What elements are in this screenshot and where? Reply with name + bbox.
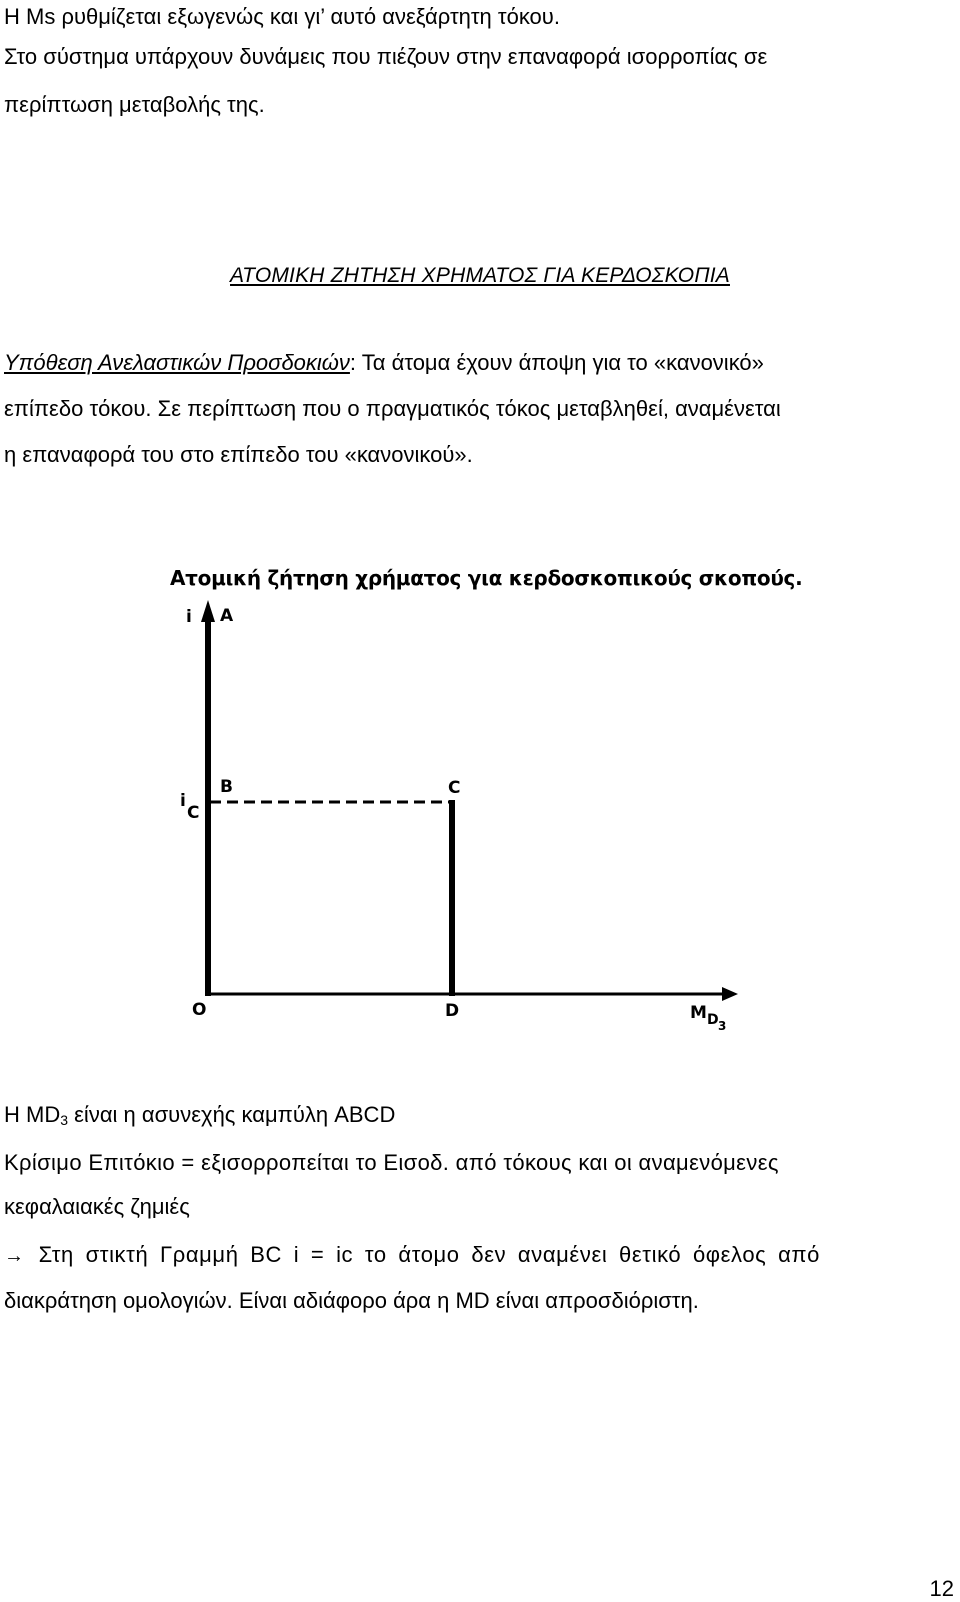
md-prefix: Η MD <box>4 1102 61 1127</box>
md-statement <box>4 1104 395 1127</box>
static-line-2: διακράτηση ομολογιών. Είναι αδιάφορο άρα η MD είναι απροσδιόριστη. <box>4 1288 699 1313</box>
ic-label: i <box>180 791 186 811</box>
demand-chart <box>0 590 960 1050</box>
hypothesis-rest: : Τα άτομα έχουν άποψη για το «κανονικό» <box>349 350 764 375</box>
point-a-label: A <box>220 606 234 626</box>
page-number: 12 <box>929 1576 954 1601</box>
x-axis-label: M <box>690 1003 707 1023</box>
point-d-label: D <box>445 1001 460 1021</box>
y-axis-label: i <box>186 607 192 627</box>
intro-line-1: Η Ms ρυθμίζεται εξωγενώς και γι’ αυτό ανεξάρτητη τόκου. <box>4 4 560 29</box>
static-line-1 <box>4 1244 820 1266</box>
static-line-1-text: Στη στικτή Γραμμή BC i = ic το άτομο δεν αναμένει θετικό όφελος από <box>38 1242 821 1267</box>
intro-line-2: Στο σύστημα υπάρχουν δυνάμεις που πιέζουν στην επαναφορά ισορροπίας σε <box>4 44 768 69</box>
critical-rate-line-1: Κρίσιμο Επιτόκιο = εξισορροπείται το Εισοδ. από τόκους και οι αναμενόμενες <box>4 1150 779 1175</box>
hypothesis-line-2: επίπεδο τόκου. Σε περίπτωση που ο πραγματικός τόκος μεταβληθεί, αναμένεται <box>4 396 781 421</box>
point-b-label: B <box>220 777 233 797</box>
hypothesis-line-1 <box>4 352 764 374</box>
y-axis-arrowhead <box>201 600 215 622</box>
hypothesis-line-3: η επαναφορά του στο επίπεδο του «κανονικού». <box>4 442 473 467</box>
md-subscript: 3 <box>60 1112 69 1128</box>
x-axis-arrowhead <box>722 987 738 1001</box>
x-axis-sub-d: D <box>707 1012 719 1028</box>
x-axis-sub-3: 3 <box>718 1019 727 1033</box>
intro-line-3: περίπτωση μεταβολής της. <box>4 92 265 117</box>
hypothesis-term: Υπόθεση Ανελαστικών Προσδοκιών <box>4 350 350 375</box>
figure-title: Ατομική ζήτηση χρήματος για κερδοσκοπικούς σκοπούς. <box>170 566 803 590</box>
ic-subscript: C <box>187 803 200 823</box>
point-c-label: C <box>448 778 461 798</box>
origin-label: O <box>192 1000 207 1020</box>
section-heading: ΑΤΟΜΙΚΗ ΖΗΤΗΣΗ ΧΡΗΜΑΤΟΣ ΓΙΑ ΚΕΡΔΟΣΚΟΠΙΑ <box>230 264 730 287</box>
arrow-right-icon: → <box>4 1245 25 1267</box>
md-rest: είναι η ασυνεχής καμπύλη ABCD <box>68 1102 396 1127</box>
critical-rate-line-2: κεφαλαιακές ζημιές <box>4 1194 190 1219</box>
